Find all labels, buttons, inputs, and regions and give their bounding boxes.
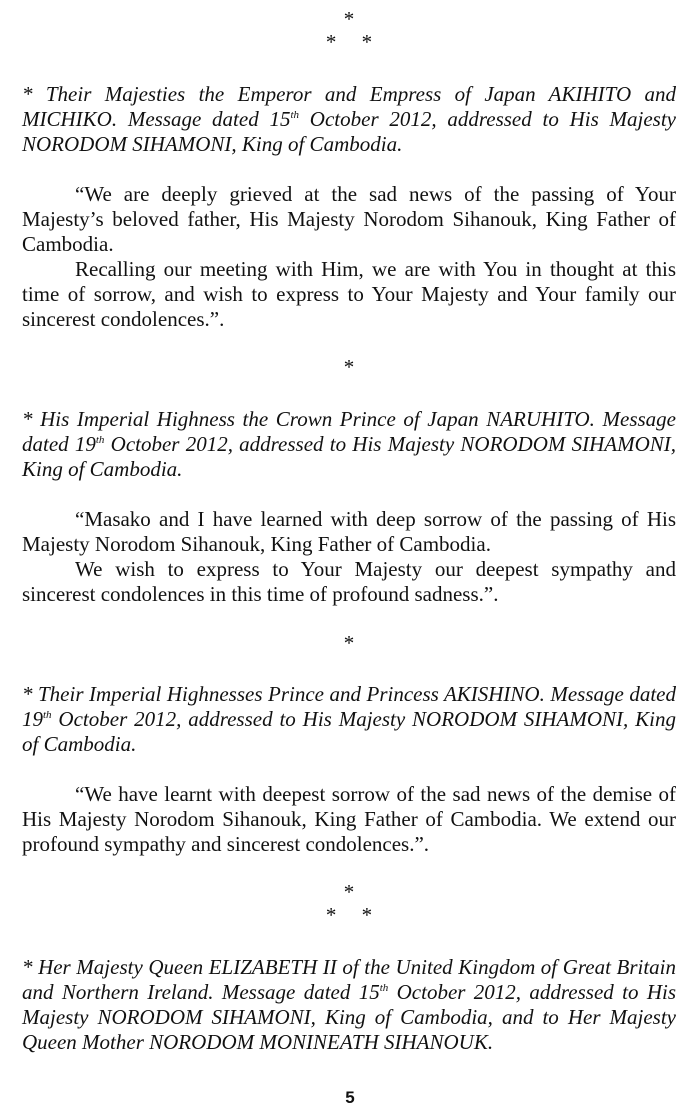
separator-star: * [325,30,337,54]
separator-star: * [361,30,373,54]
entry-2-paragraph: We wish to express to Your Majesty our deepest sympathy and sincerest condolences in this time of profound sadness.”. [22,557,676,606]
entry-3-paragraph: “We have learnt with deepest sorrow of the sad news of the demise of His Majesty Norodom Sihanouk, King Father of Cambodia. We extend our profound sympathy and sincerest condolences.”. [22,782,676,856]
page-number: 5 [345,1088,355,1107]
entry-1-paragraph: “We are deeply grieved at the sad news of the passing of Your Majesty’s beloved father, His Majesty Norodom Sihanouk, King Father of Cambodia. [22,182,676,256]
separator-single: * [343,355,355,379]
separator-star: * [361,903,373,927]
separator-single: * [343,631,355,655]
separator-star: * [325,903,337,927]
entry-1-paragraph: Recalling our meeting with Him, we are with You in thought at this time of sorrow, and wish to express to Your Majesty and Your family our sincerest condolences.”. [22,257,676,331]
entry-2-heading: * His Imperial Highness the Crown Prince of Japan NARUHITO. Message dated 19th October 2012, addressed to His Majesty NORODOM SIHAMONI, King of Cambodia. [22,407,676,481]
entry-4-heading: * Her Majesty Queen ELIZABETH II of the United Kingdom of Great Britain and Northern Ireland. Message dated 15th October 2012, addressed to His Majesty NORODOM SIHAMONI, King of Cambodia, and to Her Majesty Queen Mother NORODOM MONINEATH SIHANOUK. [22,955,677,1054]
separator-star: * [343,880,355,904]
separator-star: * [343,7,355,31]
separator-triple [22,881,676,927]
entry-1-heading: * Their Majesties the Emperor and Empress of Japan AKIHITO and MICHIKO. Message dated 15th October 2012, addressed to His Majesty NORODOM SIHAMONI, King of Cambodia. [22,82,676,156]
separator-triple-top [22,8,676,54]
document-page [22,8,676,1055]
entry-3-heading: * Their Imperial Highnesses Prince and Princess AKISHINO. Message dated 19th October 2012, addressed to His Majesty NORODOM SIHAMONI, King of Cambodia. [22,682,676,756]
entry-2-paragraph: “Masako and I have learned with deep sorrow of the passing of His Majesty Norodom Sihanouk, King Father of Cambodia. [22,507,676,556]
